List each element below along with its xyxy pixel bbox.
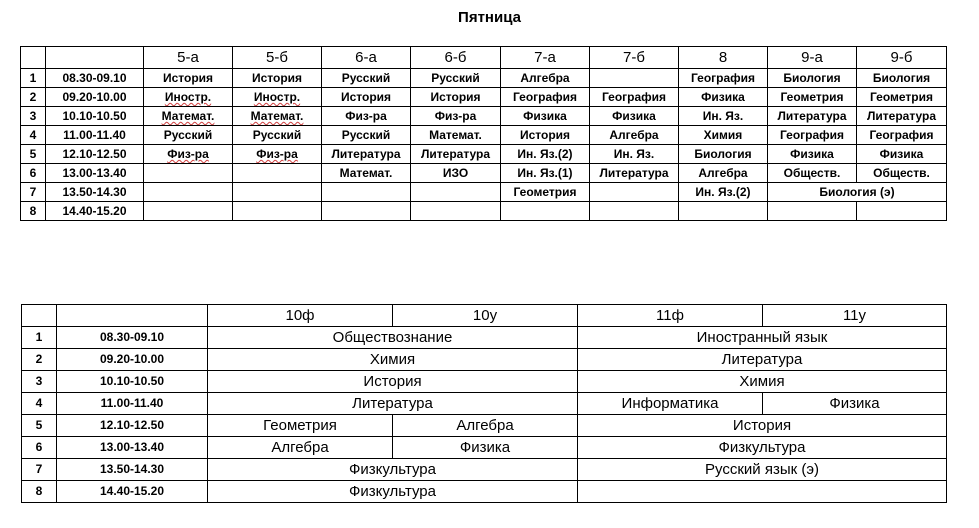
subject-cell: [411, 69, 501, 88]
subject-cell-merged: Литература: [208, 393, 578, 415]
subject-label: Математ.: [339, 166, 393, 180]
subject-cell: [679, 202, 768, 221]
subject-cell: [590, 107, 679, 126]
subject-cell: [322, 202, 411, 221]
lesson-number: 6: [21, 164, 46, 183]
lesson-number: 2: [21, 88, 46, 107]
subject-cell: [501, 126, 590, 145]
subject-cell: [768, 145, 857, 164]
class-header-cell: 6-б: [411, 47, 501, 69]
lesson-time: 11.00-11.40: [46, 126, 144, 145]
subject-cell: [857, 88, 947, 107]
subject-label: Математ.: [250, 109, 304, 123]
lesson-number: 3: [22, 371, 57, 393]
subject-label: Русский: [431, 71, 480, 85]
lesson-time: 10.10-10.50: [46, 107, 144, 126]
subject-cell: [144, 69, 233, 88]
subject-cell: [501, 107, 590, 126]
table-row: [22, 459, 947, 481]
subject-cell: [501, 69, 590, 88]
table-row: [22, 371, 947, 393]
subject-cell: [768, 69, 857, 88]
subject-cell: Алгебра: [208, 437, 393, 459]
subject-cell: [144, 88, 233, 107]
class-header-cell: 5-б: [233, 47, 322, 69]
table-row: [21, 69, 947, 88]
subject-cell: [322, 164, 411, 183]
subject-cell: [233, 69, 322, 88]
subject-label: Биология: [783, 71, 841, 85]
subject-cell: [857, 202, 947, 221]
subject-cell: [857, 69, 947, 88]
lesson-time: 08.30-09.10: [57, 327, 208, 349]
subject-label: Русский: [252, 128, 302, 142]
schedule-table-grades-10-11: [21, 304, 947, 503]
class-header-cell: 10ф: [208, 305, 393, 327]
subject-label: Ин. Яз.(2): [695, 185, 751, 199]
lesson-number: 3: [21, 107, 46, 126]
subject-cell: Физика: [393, 437, 578, 459]
subject-cell: [411, 126, 501, 145]
header-corner-num: [22, 305, 57, 327]
subject-label: Физ-ра: [167, 147, 209, 161]
subject-cell-merged: Химия: [578, 371, 947, 393]
subject-cell: [501, 183, 590, 202]
subject-cell: [679, 183, 768, 202]
subject-cell: [679, 126, 768, 145]
lesson-time: 14.40-15.20: [57, 481, 208, 503]
subject-cell: [679, 88, 768, 107]
class-header-cell: 11у: [763, 305, 947, 327]
class-header-cell: 11ф: [578, 305, 763, 327]
subject-cell: [590, 88, 679, 107]
subject-cell: [411, 145, 501, 164]
class-header-cell: 8: [679, 47, 768, 69]
lesson-time: 12.10-12.50: [46, 145, 144, 164]
subject-label: География: [690, 71, 756, 85]
page-title: Пятница: [458, 9, 521, 26]
class-header-cell: 9-б: [857, 47, 947, 69]
subject-cell-merged: Химия: [208, 349, 578, 371]
subject-label: Химия: [703, 128, 743, 142]
subject-cell-merged: Обществознание: [208, 327, 578, 349]
lesson-number: 4: [22, 393, 57, 415]
subject-cell: [322, 183, 411, 202]
subject-label: Математ.: [161, 109, 215, 123]
subject-label: Физ-ра: [434, 109, 477, 123]
subject-cell: [233, 202, 322, 221]
subject-cell: [768, 88, 857, 107]
lesson-number: 1: [22, 327, 57, 349]
table-row: [22, 437, 947, 459]
subject-label: Литература: [331, 147, 401, 161]
subject-label: Литература: [777, 109, 847, 123]
subject-cell: [411, 202, 501, 221]
schedule-table-grades-5-9: [20, 46, 947, 221]
subject-cell-merged: История: [578, 415, 947, 437]
subject-cell: [590, 69, 679, 88]
lesson-time: 09.20-10.00: [57, 349, 208, 371]
class-header-cell: 6-а: [322, 47, 411, 69]
class-header-cell: 7-а: [501, 47, 590, 69]
lesson-number: 1: [21, 69, 46, 88]
lesson-time: 09.20-10.00: [46, 88, 144, 107]
table-row: [21, 88, 947, 107]
subject-cell: [411, 88, 501, 107]
subject-label: Ин. Яз.(2): [517, 147, 573, 161]
table-row: [22, 393, 947, 415]
subject-label: Физика: [612, 109, 656, 123]
subject-label: ИЗО: [442, 166, 469, 180]
subject-cell: [501, 164, 590, 183]
subject-cell: [144, 183, 233, 202]
subject-cell: [679, 164, 768, 183]
class-header-cell: 5-а: [144, 47, 233, 69]
subject-cell: Информатика: [578, 393, 763, 415]
subject-label: Литература: [599, 166, 669, 180]
table-row: [21, 145, 947, 164]
subject-cell: [679, 145, 768, 164]
lesson-time: 13.00-13.40: [46, 164, 144, 183]
class-header-cell: 10у: [393, 305, 578, 327]
table-row: [21, 183, 947, 202]
table-row: [21, 164, 947, 183]
subject-cell-merged: Физкультура: [208, 481, 578, 503]
subject-cell: [322, 145, 411, 164]
subject-cell: [144, 145, 233, 164]
lesson-time: 14.40-15.20: [46, 202, 144, 221]
subject-cell: [768, 107, 857, 126]
subject-label: Алгебра: [609, 128, 659, 142]
table-row: [22, 481, 947, 503]
subject-cell: [857, 107, 947, 126]
subject-label: Физ-ра: [256, 147, 298, 161]
subject-cell-merged: Литература: [578, 349, 947, 371]
subject-label: География: [779, 128, 845, 142]
subject-label: Иностр.: [164, 90, 212, 104]
subject-label: Алгебра: [698, 166, 748, 180]
class-header-cell: 7-б: [590, 47, 679, 69]
subject-cell-merged: Физкультура: [578, 437, 947, 459]
subject-cell: [590, 202, 679, 221]
lesson-number: 7: [22, 459, 57, 481]
subject-label: Биология: [694, 147, 752, 161]
header-corner-num: [21, 47, 46, 69]
subject-cell: [144, 202, 233, 221]
lesson-number: 8: [21, 202, 46, 221]
subject-label: Физика: [523, 109, 567, 123]
subject-cell-merged: История: [208, 371, 578, 393]
subject-cell: Геометрия: [208, 415, 393, 437]
subject-cell: [233, 164, 322, 183]
lesson-time: 11.00-11.40: [57, 393, 208, 415]
subject-label: Биология: [872, 71, 931, 85]
subject-cell: [144, 107, 233, 126]
subject-cell-merged: Русский язык (э): [578, 459, 947, 481]
subject-label: Математ.: [429, 128, 482, 142]
lesson-time: 12.10-12.50: [57, 415, 208, 437]
lesson-number: 4: [21, 126, 46, 145]
lesson-number: 7: [21, 183, 46, 202]
subject-label: История: [430, 90, 481, 104]
lesson-number: 5: [22, 415, 57, 437]
subject-label: Физика: [879, 147, 924, 161]
subject-label: Иностр.: [253, 90, 301, 104]
subject-label: Алгебра: [520, 71, 570, 85]
header-row: [22, 305, 947, 327]
subject-cell: Алгебра: [393, 415, 578, 437]
lesson-number: 6: [22, 437, 57, 459]
subject-label: География: [512, 90, 578, 104]
subject-cell: [679, 69, 768, 88]
subject-label: Физ-ра: [345, 109, 387, 123]
subject-label: История: [251, 71, 303, 85]
subject-label: Литература: [866, 109, 937, 123]
subject-label: Ин. Яз.(1): [517, 166, 573, 180]
subject-label: География: [869, 128, 934, 142]
subject-label: Русский: [341, 128, 391, 142]
subject-cell: [590, 126, 679, 145]
subject-cell: [501, 145, 590, 164]
lesson-time: 13.50-14.30: [57, 459, 208, 481]
subject-label: Ин. Яз.: [613, 147, 655, 161]
lesson-time: 10.10-10.50: [57, 371, 208, 393]
table-row: [22, 349, 947, 371]
subject-cell: [857, 145, 947, 164]
subject-cell: [322, 126, 411, 145]
subject-label: Геометрия: [513, 185, 577, 199]
subject-label: География: [601, 90, 667, 104]
subject-cell: [233, 183, 322, 202]
subject-cell-merged: Биология (э): [768, 183, 947, 202]
subject-cell: [590, 164, 679, 183]
subject-cell: [857, 126, 947, 145]
lesson-time: 08.30-09.10: [46, 69, 144, 88]
subject-label: Геометрия: [780, 90, 844, 104]
header-row: [21, 47, 947, 69]
subject-cell: [679, 107, 768, 126]
subject-cell: [590, 145, 679, 164]
subject-label: История: [340, 90, 392, 104]
class-header-cell: 9-а: [768, 47, 857, 69]
subject-cell: Физика: [763, 393, 947, 415]
subject-cell: [411, 164, 501, 183]
subject-cell: [768, 126, 857, 145]
subject-cell: [501, 88, 590, 107]
subject-cell: [411, 183, 501, 202]
table-row: [22, 327, 947, 349]
subject-cell: [322, 69, 411, 88]
table-row: [22, 415, 947, 437]
subject-cell: [411, 107, 501, 126]
subject-cell: [144, 164, 233, 183]
lesson-number: 5: [21, 145, 46, 164]
table-row: [21, 107, 947, 126]
subject-cell-merged: Физкультура: [208, 459, 578, 481]
subject-label: Ин. Яз.: [702, 109, 744, 123]
subject-label: Физика: [701, 90, 745, 104]
subject-cell: [768, 202, 857, 221]
subject-cell-merged: Иностранный язык: [578, 327, 947, 349]
header-corner-time: [46, 47, 144, 69]
lesson-time: 13.00-13.40: [57, 437, 208, 459]
subject-cell: [322, 88, 411, 107]
subject-label: Обществ.: [873, 166, 930, 180]
header-corner-time: [57, 305, 208, 327]
subject-cell: [768, 164, 857, 183]
lesson-time: 13.50-14.30: [46, 183, 144, 202]
subject-cell: [233, 88, 322, 107]
subject-cell: [144, 126, 233, 145]
subject-cell: [322, 107, 411, 126]
table-row: [21, 126, 947, 145]
lesson-number: 8: [22, 481, 57, 503]
subject-label: Русский: [341, 71, 391, 85]
subject-cell: [233, 145, 322, 164]
subject-label: История: [519, 128, 571, 142]
subject-label: Русский: [163, 128, 213, 142]
lesson-number: 2: [22, 349, 57, 371]
subject-cell-merged: [578, 481, 947, 503]
subject-label: История: [162, 71, 214, 85]
subject-cell: [233, 107, 322, 126]
subject-label: Геометрия: [869, 90, 934, 104]
subject-label: Литература: [420, 147, 491, 161]
subject-cell: [857, 164, 947, 183]
subject-cell: [590, 183, 679, 202]
subject-cell: [501, 202, 590, 221]
subject-label: Обществ.: [783, 166, 841, 180]
subject-cell: [233, 126, 322, 145]
table-row: [21, 202, 947, 221]
subject-label: Физика: [790, 147, 834, 161]
